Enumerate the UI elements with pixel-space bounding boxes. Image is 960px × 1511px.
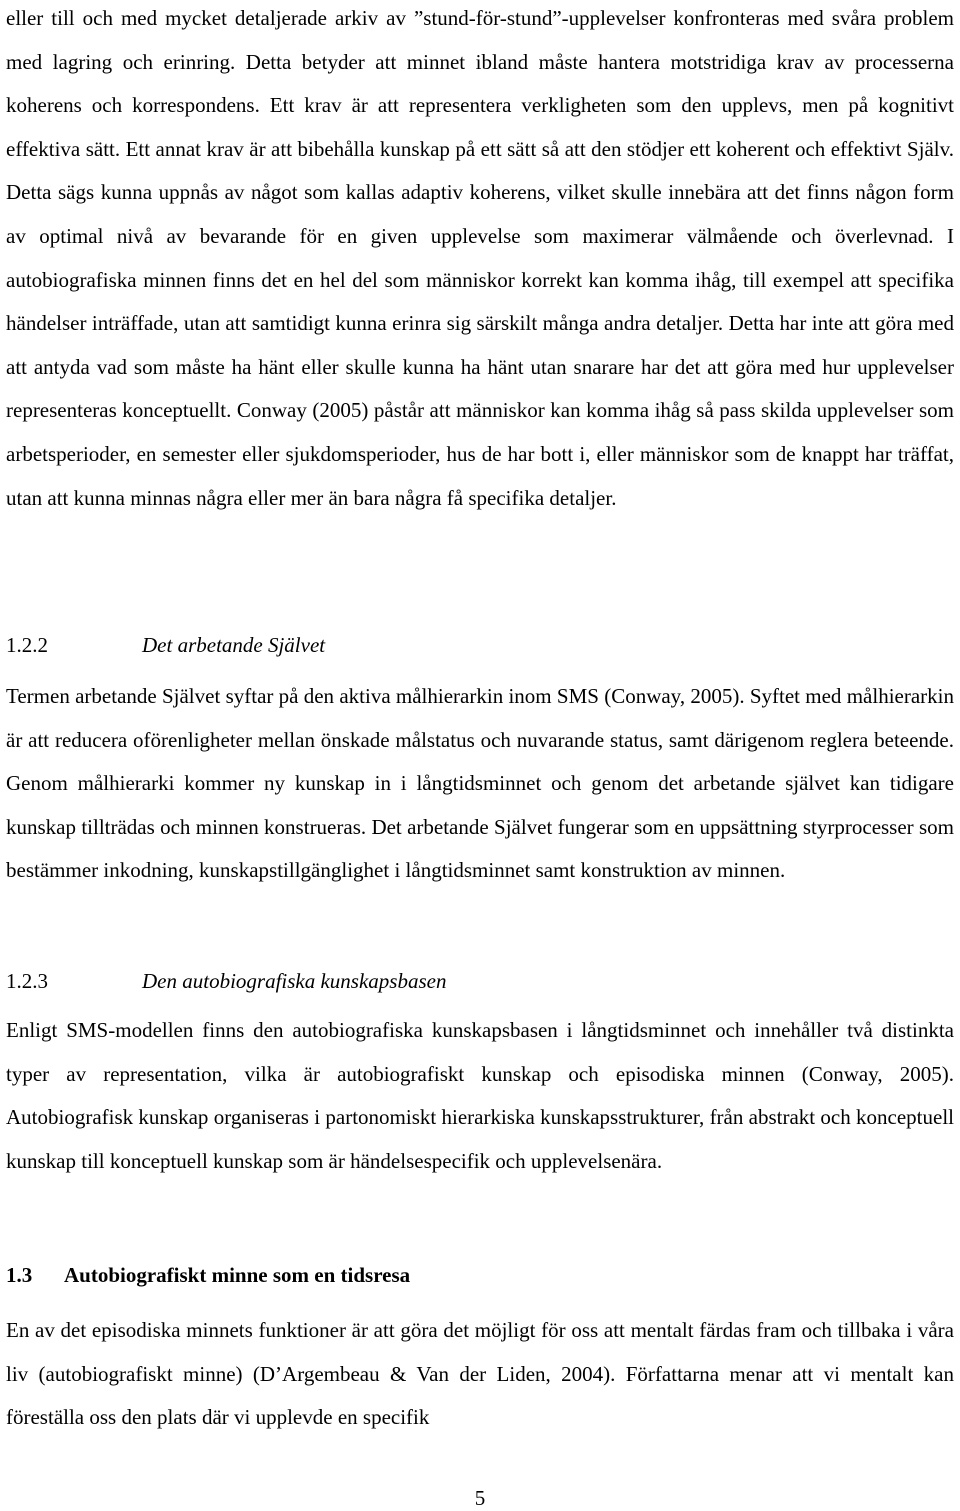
body-paragraph: eller till och med mycket detaljerade arkiv av ”stund-för-stund”-upplevelser konfronteras med svåra problem med lagring och erinring. Detta betyder att minnet ibland måste hantera motstridiga krav av processerna koherens och korrespondens. Ett krav är att representera verkligheten som den upplevs, men på kognitivt effektiva sätt. Ett annat krav är att bibehålla kunskap på ett sätt så att den stödjer ett koherent och effektivt Själv. Detta sägs kunna uppnås av något som kallas adaptiv koherens, vilket skulle innebära att det finns någon form av optimal nivå av bevarande för en given upplevelse som maximerar välmående och överlevnad. I autobiografiska minnen finns det en hel del som människor korrekt kan komma ihåg, till exempel att specifika händelser inträffade, utan att samtidigt kunna erinra sig särskilt många andra detaljer. Detta har inte att göra med att antyda vad som måste ha hänt eller skulle kunna ha hänt utan snarare har det att göra med hur upplevelser representeras konceptuellt. Conway (2005) påstår att människor kan komma ihåg så pass skilda upplevelser som arbetsperioder, en semester eller sjukdomsperioder, hus de har bott i, eller människor som de knappt har träffat, utan att kunna minnas några eller mer än bara några få specifika detaljer. bbox=[6, 6, 954, 510]
section-heading bbox=[6, 968, 446, 994]
section-number: 1.2.3 bbox=[6, 969, 48, 993]
chapter-heading bbox=[6, 1262, 410, 1288]
body-paragraph: Enligt SMS-modellen finns den autobiografiska kunskapsbasen i långtidsminnet och innehåller två distinkta typer av representation, vilka är autobiografiskt kunskap och episodiska minnen (Conway, 2005). Autobiografisk kunskap organiseras i partonomiskt hierarkiska kunskapsstrukturer, från abstrakt och konceptuell kunskap till konceptuell kunskap som är händelsespecifik och upplevelsenära. bbox=[6, 1018, 954, 1173]
section-title: Autobiografiskt minne som en tidsresa bbox=[64, 1263, 411, 1287]
section-heading bbox=[6, 632, 325, 658]
page-number: 5 bbox=[474, 1486, 486, 1510]
body-paragraph: En av det episodiska minnets funktioner är att göra det möjligt för oss att mentalt färdas fram och tillbaka i våra liv (autobiografiskt minne) (D’Argembeau & Van der Liden, 2004). Författarna menar att vi mentalt kan föreställa oss den plats där vi upplevde en specifik bbox=[6, 1318, 954, 1430]
section-number: 1.3 bbox=[6, 1263, 33, 1287]
section-title: Den autobiografiska kunskapsbasen bbox=[142, 969, 447, 993]
section-title: Det arbetande Självet bbox=[142, 633, 326, 657]
section-number: 1.2.2 bbox=[6, 633, 48, 657]
body-paragraph: Termen arbetande Självet syftar på den aktiva målhierarkin inom SMS (Conway, 2005). Syftet med målhierarkin är att reducera oförenligheter mellan önskade målstatus och nuvarande status, samt därigenom reglera beteende. Genom målhierarki kommer ny kunskap in i långtidsminnet och genom det arbetande självet kan tidigare kunskap tillträdas och minnen konstrueras. Det arbetande Självet fungerar som en uppsättning styrprocesser som bestämmer inkodning, kunskapstillgänglighet i långtidsminnet samt konstruktion av minnen. bbox=[6, 684, 954, 883]
